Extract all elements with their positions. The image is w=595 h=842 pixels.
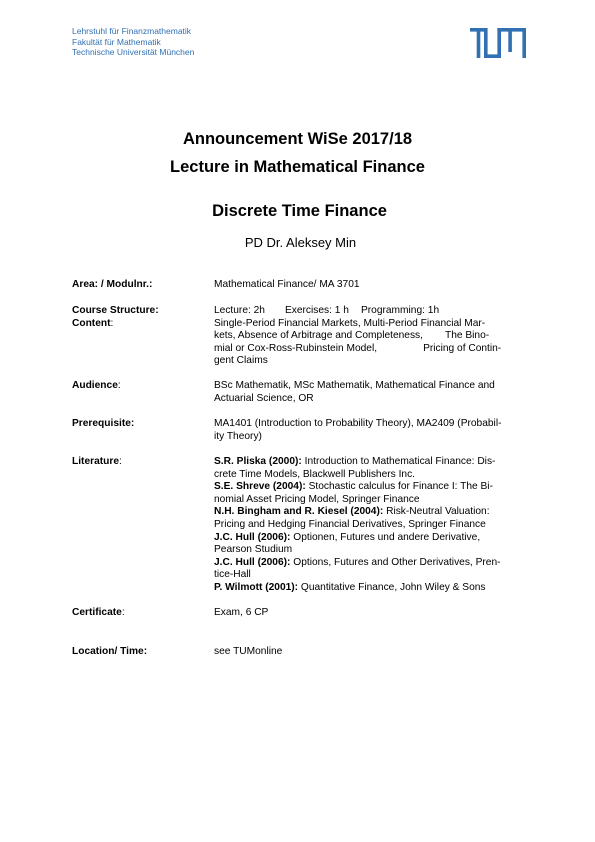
- tum-logo: [470, 28, 526, 58]
- university-name: Technische Universität München: [72, 47, 195, 57]
- course-structure-value: [214, 305, 526, 318]
- audience-value: BSc Mathematik, MSc Mathematik, Mathematical Finance and Actuarial Science, OR: [214, 380, 495, 404]
- content-label: Content:: [72, 317, 114, 329]
- lecturer-name: PD Dr. Aleksey Min: [244, 235, 357, 250]
- exercise-hours: Exercises: 1 h: [284, 305, 349, 316]
- literature-entry: N.H. Bingham and R. Kiesel (2004): Risk-Neutral Valuation:: [214, 506, 490, 518]
- area-label: Area: / Modulnr.:: [72, 279, 153, 290]
- certificate-label: Certificate:: [72, 607, 125, 618]
- announcement-title: Announcement WiSe 2017/18: [182, 130, 413, 148]
- audience-label: Audience:: [72, 380, 121, 391]
- location-time-label: Location/ Time:: [72, 646, 148, 657]
- chair-name: Lehrstuhl für Finanzmathematik: [72, 26, 192, 36]
- programming-hours: Programming: 1h: [360, 305, 440, 316]
- institution-header: [72, 26, 194, 58]
- literature-entry: P. Wilmott (2001): Quantitative Finance, John Wiley & Sons: [214, 581, 486, 593]
- course-structure-label: Course Structure:: [72, 305, 159, 316]
- lecture-hours: Lecture: 2h: [214, 305, 265, 316]
- literature-list: S.R. Pliska (2000): Introduction to Mathematical Finance: Dis- crete Time Models, Blackwell Publishers Inc. S.E. Shreve (2004): Stochastic calculus for Finance I: The Bi- nomial Asset Pricing Model, Springer Finance N.H. Bingham and R. Kiesel (2004): Risk-Neutral Valuation: Pricing and Hedging Financial Derivatives, Springer Finance J.C. Hull (2006): Optionen, Futures und andere Derivative, Pearson Studium J.C. Hull (2006): Options, Futures and Other Derivatives, Pren- tice-Hall P. Wilmott (2001): Quantitative Finance, John Wiley & Sons: [214, 456, 526, 595]
- course-title: Discrete Time Finance: [212, 202, 387, 220]
- faculty-name: Fakultät für Mathematik: [72, 36, 161, 47]
- literature-entry: J.C. Hull (2006): Options, Futures and Other Derivatives, Pren-: [214, 556, 501, 568]
- certificate-value: Exam, 6 CP: [214, 607, 269, 618]
- prerequisite-label: Prerequisite:: [72, 418, 135, 429]
- literature-label: Literature:: [72, 456, 122, 467]
- location-time-value: see TUMonline: [214, 646, 283, 657]
- literature-entry: J.C. Hull (2006): Optionen, Futures und andere Derivative,: [214, 531, 481, 543]
- literature-entry: S.R. Pliska (2000): Introduction to Mathematical Finance: Dis-: [214, 456, 496, 467]
- area-value: Mathematical Finance/ MA 3701: [214, 279, 360, 290]
- content-value: Single-Period Financial Markets, Multi-Period Financial Mar- kets, Absence of Arbitrage and Completeness, The Bino- mial or Cox-Ross-Rubinstein Model, Pricing of Contin- gent Claims: [214, 317, 502, 367]
- literature-entry: S.E. Shreve (2004): Stochastic calculus for Finance I: The Bi-: [214, 481, 493, 493]
- lecture-series-title: Lecture in Mathematical Finance: [170, 158, 425, 176]
- prerequisite-value: MA1401 (Introduction to Probability Theory), MA2409 (Probabil- ity Theory): [214, 418, 502, 442]
